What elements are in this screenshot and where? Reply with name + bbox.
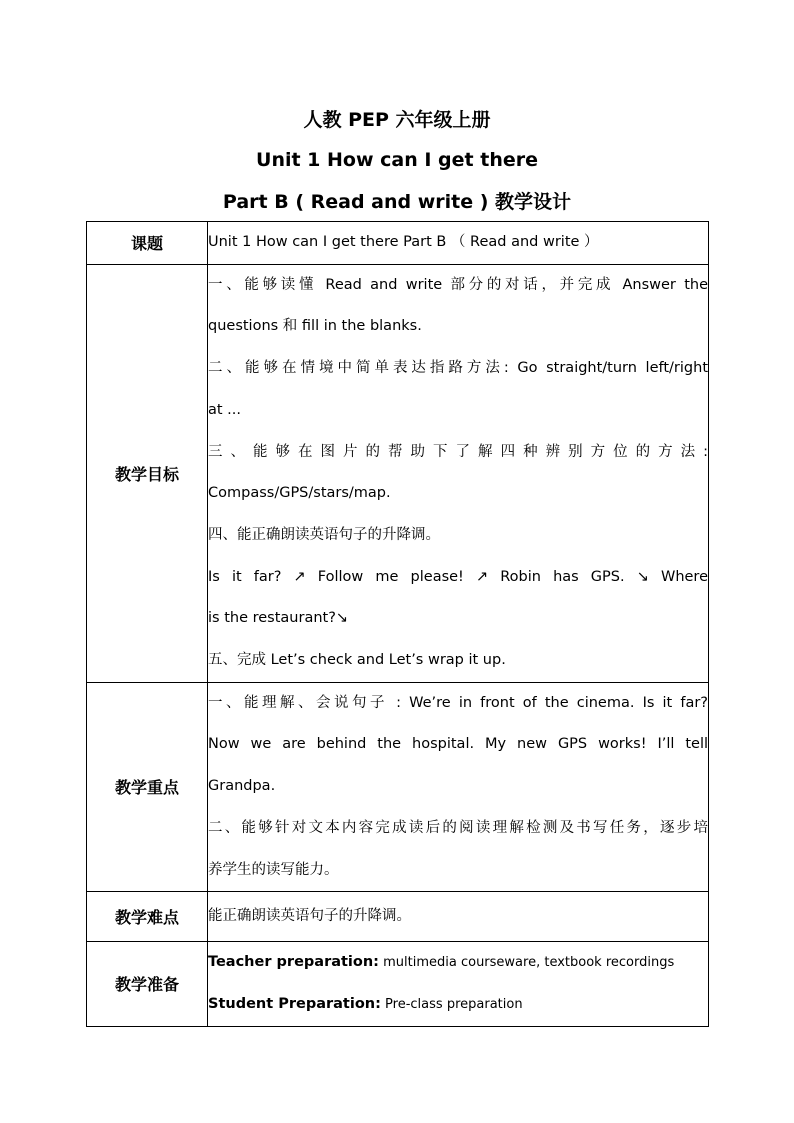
key-point-line: 一、能理解、会说句子 : We’re in front of the cinema. Is it far? bbox=[208, 694, 708, 711]
unit-title: Unit 1 How can I get there bbox=[256, 149, 538, 171]
row-label-objectives: 教学目标 bbox=[87, 264, 208, 682]
row-content-key-points bbox=[208, 682, 709, 892]
row-content-preparation bbox=[208, 942, 709, 1026]
student-preparation bbox=[208, 984, 708, 1026]
row-label-preparation: 教学准备 bbox=[87, 942, 208, 1026]
student-preparation-label: Student Preparation: bbox=[208, 995, 381, 1012]
key-point-line: Now we are behind the hospital. My new GPS works! I’ll tell bbox=[208, 736, 708, 753]
row-content-difficulties bbox=[208, 892, 709, 942]
teacher-preparation-value: multimedia courseware, textbook recordings bbox=[378, 955, 675, 971]
row-label-difficulties: 教学难点 bbox=[87, 892, 208, 942]
row-content-objectives bbox=[208, 264, 709, 682]
table-row bbox=[87, 264, 709, 682]
row-label-key-points: 教学重点 bbox=[87, 682, 208, 892]
table-row bbox=[87, 942, 709, 1026]
key-point-line: 养学生的读写能力。 bbox=[208, 861, 339, 878]
objective-line: 二、能够在情境中简单表达指路方法: Go straight/turn left/right bbox=[208, 360, 708, 377]
key-point-line: Grandpa. bbox=[208, 778, 276, 795]
table-row bbox=[87, 682, 709, 892]
objective-line: 三、能够在图片的帮助下了解四种辨别方位的方法: bbox=[208, 443, 708, 460]
row-label-topic: 课题 bbox=[87, 222, 208, 265]
topic-text: Unit 1 How can I get there Part B （ Read and write ） bbox=[208, 234, 599, 250]
difficulty-text: 能正确朗读英语句子的升降调。 bbox=[208, 907, 411, 924]
lesson-plan-table bbox=[86, 221, 709, 1027]
table-row bbox=[87, 892, 709, 942]
objective-line: 五、完成 Let’s check and Let’s wrap it up. bbox=[208, 652, 506, 669]
objective-line: 四、能正确朗读英语句子的升降调。 bbox=[208, 526, 440, 543]
objective-line: Is it far? ↗ Follow me please! ↗ Robin has GPS. ↘ Where bbox=[208, 568, 708, 585]
table-row bbox=[87, 222, 709, 265]
objective-line: Compass/GPS/stars/map. bbox=[208, 485, 391, 502]
document-title: 人教 PEP 六年级上册 bbox=[303, 109, 491, 131]
row-content-topic bbox=[208, 222, 709, 265]
objective-line: 一、能够读懂 Read and write 部分的对话，并完成 Answer the bbox=[208, 276, 708, 293]
objective-line: questions 和 fill in the blanks. bbox=[208, 318, 422, 335]
objective-line: is the restaurant?↘ bbox=[208, 610, 349, 627]
objective-line: at ... bbox=[208, 401, 242, 418]
key-point-line: 二、能够针对文本内容完成读后的阅读理解检测及书写任务，逐步培 bbox=[208, 819, 708, 836]
student-preparation-value: Pre-class preparation bbox=[380, 996, 523, 1012]
teacher-preparation bbox=[208, 942, 708, 984]
teacher-preparation-label: Teacher preparation: bbox=[208, 954, 379, 971]
part-title: Part B ( Read and write ) 教学设计 bbox=[222, 191, 572, 213]
